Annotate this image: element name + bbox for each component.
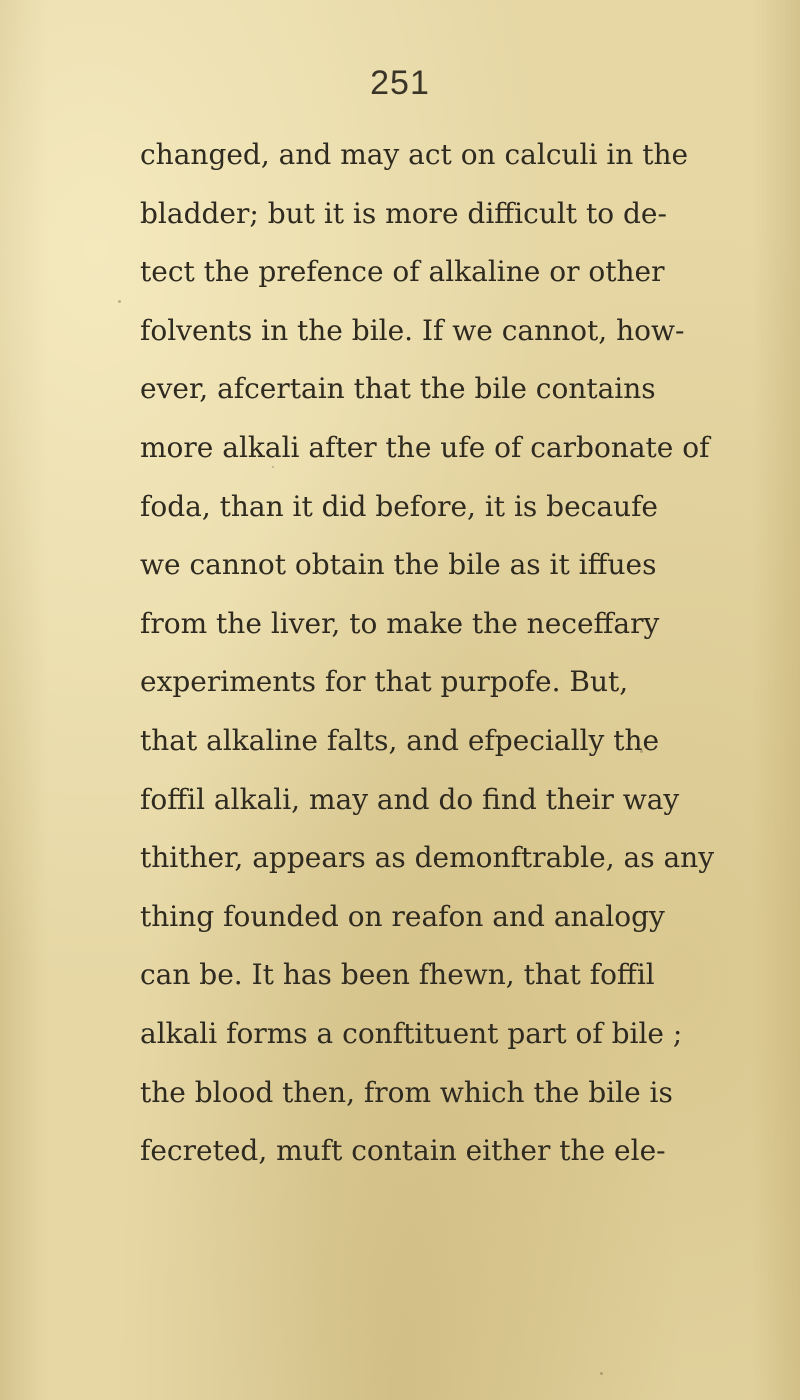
text-line: foda, than it did before, it is becaufe — [140, 489, 658, 523]
paper-speck — [600, 1372, 603, 1375]
text-line: thither, appears as demonftrable, as any — [140, 841, 715, 875]
paper-speck — [640, 750, 643, 753]
paper-speck — [272, 466, 274, 468]
paper-speck — [118, 300, 121, 303]
text-line: tect the prefence of alkaline or other — [140, 255, 665, 289]
page-number: 251 — [370, 64, 430, 102]
text-line: ever, afcertain that the bile contains — [140, 372, 656, 406]
text-line: we cannot obtain the bile as it iffues — [140, 548, 657, 582]
paper-speck — [532, 1146, 534, 1148]
text-line: that alkaline falts, and efpecially the — [140, 723, 660, 757]
text-line: alkali forms a conftituent part of bile ; — [140, 1016, 683, 1050]
body-text — [140, 126, 715, 1181]
text-line: from the liver, to make the neceffary — [140, 606, 660, 640]
text-line: experiments for that purpofe. But, — [140, 665, 629, 699]
text-line: changed, and may act on calculi in the — [140, 138, 689, 171]
text-line: foffil alkali, may and do find their way — [140, 782, 680, 816]
text-line: bladder; but it is more difficult to de- — [140, 196, 667, 230]
text-line: thing founded on reafon and analogy — [140, 899, 665, 933]
text-line: can be. It has been fhewn, that foffil — [140, 958, 655, 992]
text-line: fecreted, muft contain either the ele- — [140, 1134, 666, 1168]
text-line: the blood then, from which the bile is — [140, 1075, 673, 1109]
text-line: folvents in the bile. If we cannot, how- — [140, 313, 685, 347]
text-line: more alkali after the ufe of carbonate of — [140, 430, 710, 464]
